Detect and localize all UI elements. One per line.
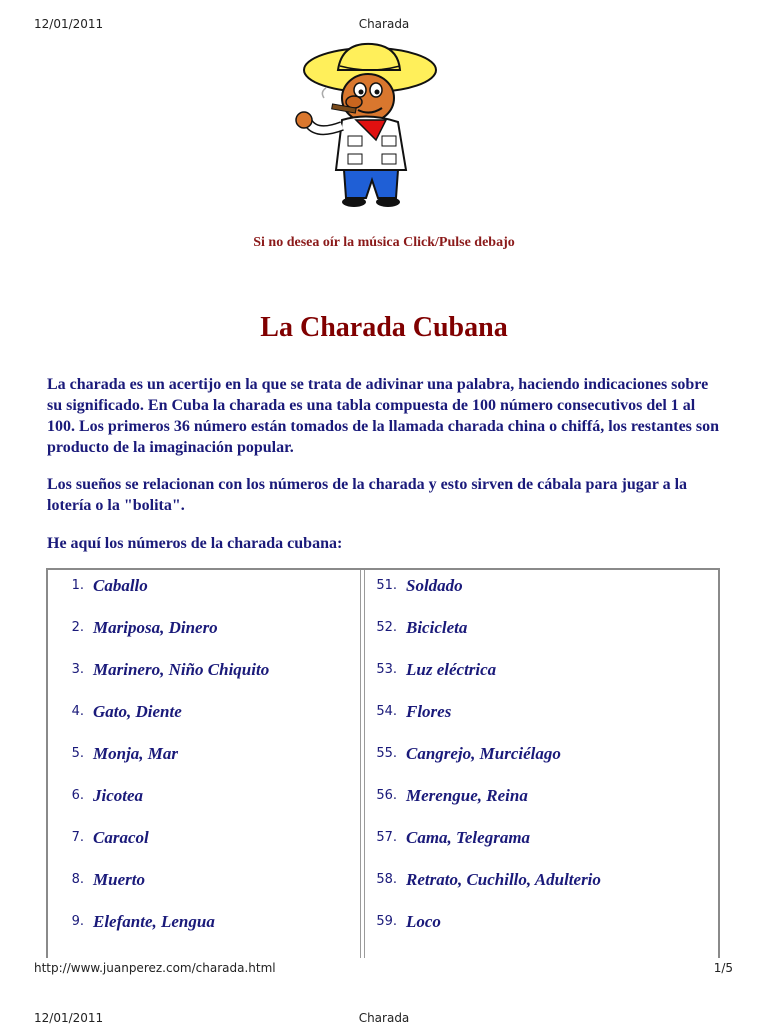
list-item [365, 576, 715, 600]
entry-number: 52. [376, 620, 397, 635]
list-item [50, 786, 360, 810]
header-title: Charada [358, 17, 410, 31]
header-title: Charada [358, 1011, 410, 1025]
charada-table [46, 568, 720, 958]
entry-number: 54. [376, 704, 397, 719]
entry-meaning: Bicicleta [406, 618, 468, 637]
entry-number: 58. [376, 872, 397, 887]
music-off-link[interactable]: Si no desea oír la música Click/Pulse debajo [253, 235, 515, 250]
list-item [50, 870, 360, 894]
print-header [0, 17, 768, 33]
entry-number: 4. [71, 704, 84, 719]
list-item [50, 576, 360, 600]
entry-number: 55. [376, 746, 397, 761]
entry-number: 53. [376, 662, 397, 677]
entry-meaning: Soldado [406, 576, 463, 595]
entry-meaning: Loco [406, 912, 441, 931]
entry-meaning: Caballo [93, 576, 148, 595]
list-item [365, 702, 715, 726]
entry-meaning: Merengue, Reina [406, 786, 528, 805]
entry-meaning: Cangrejo, Murciélago [406, 744, 561, 763]
entry-meaning: Mariposa, Dinero [93, 618, 218, 637]
list-item [50, 618, 360, 642]
list-item [50, 828, 360, 852]
entry-number: 8. [71, 872, 84, 887]
intro-paragraph: La charada es un acertijo en la que se trata de adivinar una palabra, haciendo indicaciones sobre su significado. En Cuba la charada es una tabla compuesta de 100 número consecutivos del 1 al 100. Los primeros 36 número están tomados de la llamada charada china o chiffá, los restantes son producto de la imaginación popular. [47, 376, 720, 456]
entry-number: 6. [71, 788, 84, 803]
list-item [365, 660, 715, 684]
entry-number: 9. [71, 914, 84, 929]
entry-meaning: Marinero, Niño Chiquito [93, 660, 270, 679]
cuban-farmer-cartoon-icon [286, 40, 446, 212]
list-item [365, 744, 715, 768]
entry-meaning: Caracol [93, 828, 149, 847]
entry-meaning: Elefante, Lengua [93, 912, 215, 931]
entry-meaning: Luz eléctrica [406, 660, 497, 679]
charada-column-left [50, 570, 361, 958]
entry-meaning: Flores [406, 702, 452, 721]
list-item [365, 870, 715, 894]
entry-meaning: Jicotea [93, 786, 144, 805]
entry-number: 51. [376, 578, 397, 593]
list-item [365, 828, 715, 852]
entry-meaning: Monja, Mar [93, 744, 179, 763]
entry-number: 2. [71, 620, 84, 635]
entry-meaning: Muerto [93, 870, 145, 889]
entry-number: 5. [71, 746, 84, 761]
footer-url: http://www.juanperez.com/charada.html [34, 961, 276, 975]
entry-meaning: Cama, Telegrama [406, 828, 531, 847]
list-item [365, 618, 715, 642]
entry-meaning: Gato, Diente [93, 702, 182, 721]
dreams-paragraph: Los sueños se relacionan con los números de la charada y esto sirven de cábala para jugar a la lotería o la "bolita". [47, 476, 688, 514]
page-title: La Charada Cubana [260, 312, 508, 343]
print-footer [0, 961, 768, 977]
list-item [50, 912, 360, 936]
list-item [50, 744, 360, 768]
entry-number: 7. [71, 830, 84, 845]
entry-number: 57. [376, 830, 397, 845]
entry-number: 59. [376, 914, 397, 929]
list-intro: He aquí los números de la charada cubana: [47, 535, 343, 552]
entry-meaning: Retrato, Cuchillo, Adulterio [406, 870, 601, 889]
list-item [365, 912, 715, 936]
next-page-header [0, 1011, 768, 1027]
entry-number: 1. [71, 578, 84, 593]
header-date: 12/01/2011 [34, 1011, 104, 1025]
list-item [50, 660, 360, 684]
list-item [50, 702, 360, 726]
page-counter: 1/5 [713, 961, 733, 975]
charada-column-right [364, 570, 715, 958]
entry-number: 3. [71, 662, 84, 677]
list-item [365, 786, 715, 810]
header-date: 12/01/2011 [34, 17, 104, 31]
entry-number: 56. [376, 788, 397, 803]
